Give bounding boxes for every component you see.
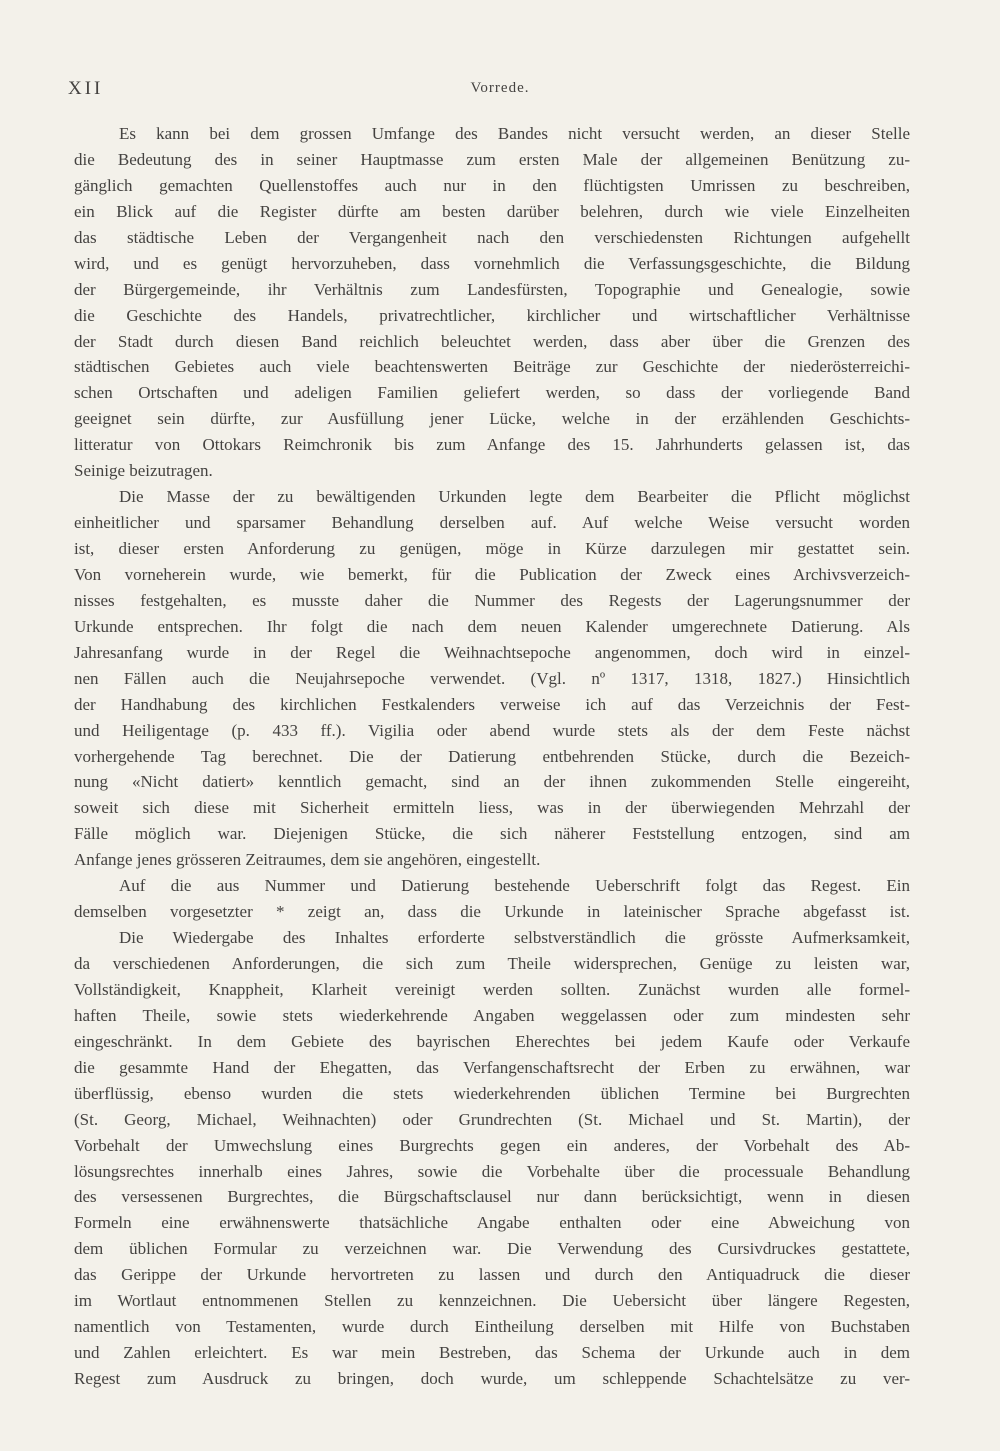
text-line: Von vorneherein wurde, wie bemerkt, für die Publication der Zweck eines Archivsverzeich-	[74, 564, 910, 584]
text-line: lösungsrechtes innerhalb eines Jahres, sowie die Vorbehalte über die processuale Behandlung	[74, 1161, 910, 1181]
text-line: schen Ortschaften und adeligen Familien geliefert werden, so dass der vorliegende Band	[74, 383, 910, 403]
text-line: geeignet sein dürfte, zur Ausfüllung jener Lücke, welche in der erzählenden Geschichts-	[74, 409, 910, 429]
text-line: wird, und es genügt hervorzuheben, dass vornehmlich die Verfassungsgeschichte, die Bildung	[74, 253, 910, 273]
text-line: nisses festgehalten, es musste daher die Nummer des Regests der Lagerungsnummer der	[74, 590, 910, 610]
text-line: die Bedeutung des in seiner Hauptmasse zum ersten Male der allgemeinen Benützung zu-	[74, 149, 910, 169]
text-line: gänglich gemachten Quellenstoffes auch nur in den flüchtigsten Umrissen zu beschreiben,	[74, 175, 910, 195]
text-line: dem üblichen Formular zu verzeichnen war. Die Verwendung des Cursivdruckes gestattete,	[74, 1239, 910, 1259]
text-line: namentlich von Testamenten, wurde durch Eintheilung derselben mit Hilfe von Buchstaben	[74, 1317, 910, 1337]
text-line: der Stadt durch diesen Band reichlich beleuchtet werden, dass aber über die Grenzen des	[74, 331, 910, 351]
text-line: und Zahlen erleichtert. Es war mein Bestreben, das Schema der Urkunde auch in dem	[74, 1343, 910, 1363]
text-line: im Wortlaut entnommenen Stellen zu kennzeichnen. Die Uebersicht über längere Regesten,	[74, 1291, 910, 1311]
text-line: da verschiedenen Anforderungen, die sich zum Theile widersprechen, Genüge zu leisten war,	[74, 954, 910, 973]
text-line: soweit sich diese mit Sicherheit ermitteln liess, was in der überwiegenden Mehrzahl der	[74, 798, 910, 818]
text-line: einheitlicher und sparsamer Behandlung derselben auf. Auf welche Weise versucht worden	[74, 513, 910, 533]
text-line: Regest zum Ausdruck zu bringen, doch wurde, um schleppende Schachtelsätze zu ver-	[74, 1369, 910, 1388]
text-line: die gesammte Hand der Ehegatten, das Verfangenschaftsrecht der Erben zu erwähnen, war	[74, 1057, 910, 1077]
text-line: Urkunde entsprechen. Ihr folgt die nach dem neuen Kalender umgerechnete Datierung. Als	[74, 616, 910, 636]
text-line: überflüssig, ebenso wurden die stets wiederkehrenden üblichen Termine bei Burgrechten	[74, 1083, 910, 1103]
text-line: nen Fällen auch die Neujahrsepoche verwendet. (Vgl. nº 1317, 1318, 1827.) Hinsichtlich	[74, 668, 910, 688]
text-line: litteratur von Ottokars Reimchronik bis zum Anfange des 15. Jahrhunderts gelassen ist, das	[74, 435, 910, 455]
text-line: haften Theile, sowie stets wiederkehrende Angaben weggelassen oder zum mindesten sehr	[74, 1005, 910, 1025]
text-line: ein Blick auf die Register dürfte am besten darüber belehren, durch wie viele Einzelheiten	[74, 201, 910, 221]
text-line: demselben vorgesetzter * zeigt an, dass die Urkunde in lateinischer Sprache abgefasst ist.	[74, 902, 910, 922]
text-line: der Bürgergemeinde, ihr Verhältnis zum Landesfürsten, Topographie und Genealogie, sowie	[74, 279, 910, 299]
text-line: (St. Georg, Michael, Weihnachten) oder Grundrechten (St. Michael und St. Martin), der	[74, 1109, 910, 1129]
text-line: die Geschichte des Handels, privatrechtlicher, kirchlicher und wirtschaftlicher Verhältnisse	[74, 305, 910, 325]
text-line: des versessenen Burgrechtes, die Bürgschaftsclausel nur dann berücksichtigt, wenn in diesen	[74, 1187, 910, 1207]
page-number: XII	[68, 78, 104, 99]
text-line: Formeln eine erwähnenswerte thatsächliche Angabe enthalten oder eine Abweichung von	[74, 1213, 910, 1233]
page-header	[0, 78, 1000, 108]
text-line: städtischen Gebietes auch viele beachtenswerten Beiträge zur Geschichte der niederösterreichi-	[74, 357, 910, 377]
text-line: und Heiligentage (p. 433 ff.). Vigilia oder abend wurde stets als der dem Feste nächst	[74, 720, 910, 740]
text-line: ist, dieser ersten Anforderung zu genügen, möge in Kürze darzulegen mir gestattet sein.	[74, 539, 910, 558]
text-line: nung «Nicht datiert» kenntlich gemacht, sind an der ihnen zukommenden Stelle eingereiht,	[74, 772, 910, 792]
text-line: Vollständigkeit, Knappheit, Klarheit vereinigt werden sollten. Zunächst wurden alle formel-	[74, 979, 910, 999]
text-line: Die Wiedergabe des Inhaltes erforderte selbstverständlich die grösste Aufmerksamkeit,	[119, 928, 910, 948]
text-line: das städtische Leben der Vergangenheit nach den verschiedensten Richtungen aufgehellt	[74, 227, 910, 247]
text-line: das Gerippe der Urkunde hervortreten zu lassen und durch den Antiquadruck die dieser	[74, 1265, 910, 1285]
text-line: Vorbehalt der Umwechslung eines Burgrechts gegen ein anderes, der Vorbehalt des Ab-	[74, 1135, 910, 1155]
running-title: Vorrede.	[470, 80, 530, 96]
text-line: Die Masse der zu bewältigenden Urkunden legte dem Bearbeiter die Pflicht möglichst	[119, 487, 910, 507]
text-line: eingeschränkt. In dem Gebiete des bayrischen Eherechtes bei jedem Kaufe oder Verkaufe	[74, 1031, 910, 1051]
text-line	[74, 1392, 910, 1418]
text-line: vorhergehende Tag berechnet. Die der Datierung entbehrenden Stücke, durch die Bezeich-	[74, 746, 910, 766]
text-line: Es kann bei dem grossen Umfange des Bandes nicht versucht werden, an dieser Stelle	[119, 124, 910, 143]
body-text	[74, 121, 910, 1418]
text-line: Anfange jenes grösseren Zeitraumes, dem sie angehören, eingestellt.	[74, 850, 541, 870]
text-line: Seinige beizutragen.	[74, 461, 213, 481]
text-line: Jahresanfang wurde in der Regel die Weihnachtsepoche angenommen, doch wird in einzel-	[74, 642, 910, 662]
text-line: der Handhabung des kirchlichen Festkalenders verweise ich auf das Verzeichnis der Fest-	[74, 694, 910, 714]
text-line: Auf die aus Nummer und Datierung bestehende Ueberschrift folgt das Regest. Ein	[119, 876, 910, 896]
text-line: Fälle möglich war. Diejenigen Stücke, die sich näherer Feststellung entzogen, sind am	[74, 824, 910, 844]
